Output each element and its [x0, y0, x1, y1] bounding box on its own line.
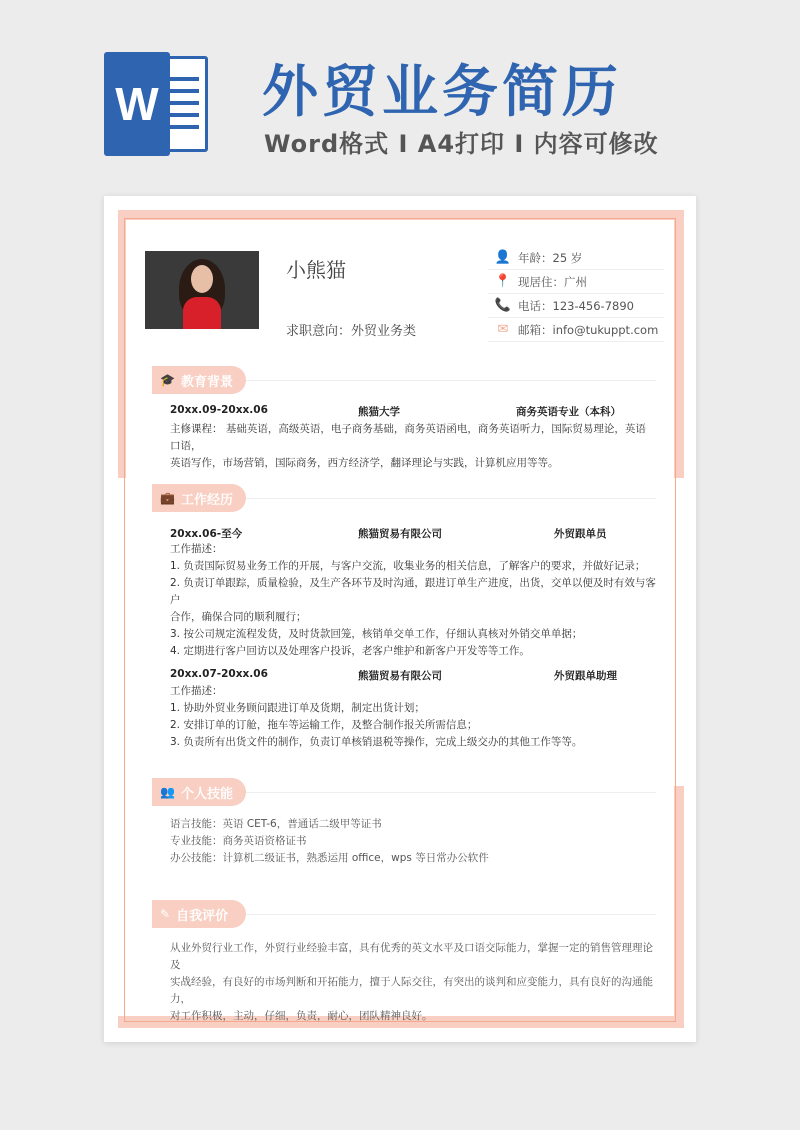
avatar — [145, 251, 259, 329]
job-description: 工作描述： 1. 负责国际贸易业务工作的开展，与客户交流，收集业务的相关信息，了解客户的要求，并做好记录； 2. 负责订单跟踪，质量检验，及生产各环节及时沟通，跟进订单生产进度，出货，交单以便及时有效与客户 合作，确保合同的顺利履行； 3. 按公司规定流程发货，及时货款回笼，核销单交单工作，仔细认真核对外销交单单据； 4. 定期进行客户回访以及处理客户投诉，老客户维护和新客户开发等等工作。 — [170, 543, 656, 657]
skills-text: 语言技能：英语 CET-6，普通话二级甲等证书 专业技能：商务英语资格证书 办公技能：计算机二级证书，熟悉运用 office，wps 等日常办公软件 — [170, 818, 489, 864]
briefcase-icon: 💼 — [160, 491, 175, 505]
word-letter-icon: W — [104, 52, 170, 156]
courses-text: 主修课程： 基础英语，高级英语，电子商务基础，商务英语函电，商务英语听力，国际贸易理论，英语口语， 英语写作，市场营销，国际商务，西方经济学，翻译理论与实践，计算机应用等等。 — [170, 423, 646, 469]
work-section — [148, 484, 656, 751]
candidate-name: 小熊猫 — [286, 258, 346, 282]
info-location: 📍 现居住：广州 — [488, 270, 664, 294]
section-title: 工作经历 — [180, 492, 233, 508]
word-logo — [104, 52, 208, 156]
resume-paper — [104, 196, 696, 1042]
job-row: 20xx.07-20xx.06 熊猫贸易有限公司 外贸跟单助理 — [170, 668, 617, 682]
evaluation-section — [148, 900, 656, 1025]
skills-section — [148, 778, 656, 867]
info-phone: 📞 电话：123-456-7890 — [488, 294, 664, 318]
user-skill-icon: 👥 — [160, 785, 175, 799]
info-email: ✉ 邮箱：info@tukuppt.com — [488, 318, 664, 342]
page-subtitle: Word格式 I A4打印 I 内容可修改 — [264, 130, 659, 158]
section-title: 自我评价 — [176, 908, 229, 924]
info-age: 👤 年龄：25 岁 — [488, 246, 664, 270]
job-description: 工作描述： 1. 协助外贸业务顾问跟进订单及货期，制定出货计划； 2. 安排订单的订舱，拖车等运输工作，及整合制作报关所需信息； 3. 负责所有出货文件的制作，负责订单核销退税等操作，完成上级交办的其他工作等等。 — [170, 685, 583, 748]
job-row: 20xx.06-至今 熊猫贸易有限公司 外贸跟单员 — [170, 528, 607, 540]
person-icon: 👤 — [494, 250, 512, 265]
phone-icon: 📞 — [494, 298, 512, 313]
section-title: 个人技能 — [180, 786, 233, 802]
page-title: 外贸业务简历 — [262, 60, 622, 125]
evaluation-text: 从业外贸行业工作，外贸行业经验丰富，具有优秀的英文水平及口语交际能力，掌握一定的销售管理理论及 实战经验，有良好的市场判断和开拓能力，擅于人际交往，有突出的谈判和应变能力，具有良好的沟通能力， 对工作积极，主动，仔细，负责，耐心，团队精神良好。 — [170, 942, 653, 1022]
graduation-cap-icon: 🎓 — [160, 373, 175, 387]
location-icon: 📍 — [494, 274, 512, 289]
education-row: 20xx.09-20xx.06 熊猫大学 商务英语专业（本科） — [170, 404, 621, 418]
contact-info — [488, 246, 664, 342]
job-intent: 求职意向：外贸业务类 — [286, 324, 417, 339]
section-title: 教育背景 — [180, 374, 233, 390]
mail-icon: ✉ — [497, 322, 509, 337]
education-section — [148, 366, 656, 472]
edit-icon: ✎ — [160, 907, 171, 921]
